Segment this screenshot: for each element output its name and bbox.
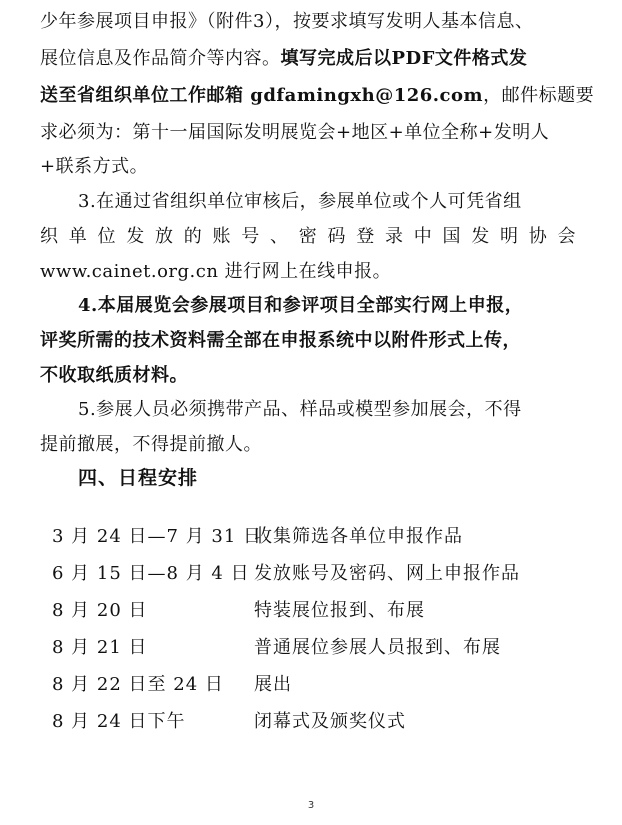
schedule-row (52, 598, 572, 624)
justified-char: 协 (528, 226, 548, 247)
schedule-row (52, 561, 572, 587)
justified-char: 、 (270, 226, 289, 247)
schedule-date: 8 月 20 日 (52, 600, 148, 621)
justified-char: 码 (327, 226, 346, 247)
justified-char: 发 (471, 226, 490, 247)
paragraph-line (78, 190, 576, 214)
schedule-row (52, 709, 572, 735)
paragraph-line (40, 47, 576, 71)
paragraph-line (40, 10, 576, 34)
paragraph-line (40, 84, 595, 108)
schedule-task: 展出 (254, 674, 292, 695)
paragraph-line (40, 121, 576, 145)
paragraph-line (40, 260, 576, 284)
schedule-task: 发放账号及密码、网上申报作品 (254, 563, 520, 584)
text-span: 展位信息及作品简介等内容。 (40, 48, 281, 69)
justified-char: 织 (40, 226, 59, 247)
justified-char: 会 (557, 226, 576, 247)
justified-char: 号 (241, 226, 260, 247)
schedule-task: 特装展位报到、布展 (254, 600, 425, 621)
schedule-date: 8 月 21 日 (52, 637, 148, 658)
page-number: 3 (307, 800, 315, 811)
justified-paragraph-line (40, 225, 576, 249)
bold-text-span: 送至省组织单位工作邮箱 gdfamingxh@126.com (40, 85, 484, 106)
text-span: 求必须为：第十一届国际发明展览会+地区+单位全称+发明人 (40, 122, 550, 143)
paragraph-line (78, 398, 576, 422)
bold-paragraph-line (78, 294, 576, 318)
bold-text-span: 4.本届展览会参展项目和参评项目全部实行网上申报， (78, 295, 524, 316)
justified-char: 录 (385, 226, 404, 247)
schedule-row (52, 524, 572, 550)
text-span: +联系方式。 (40, 156, 149, 177)
bold-paragraph-line (40, 329, 576, 353)
text-span: 提前撤展，不得提前撤人。 (40, 434, 262, 455)
justified-char: 单 (68, 226, 88, 247)
bold-text-span: 填写完成后以PDF文件格式发 (280, 48, 528, 69)
text-span: www.cainet.org.cn 进行网上在线申报。 (40, 261, 392, 282)
schedule-row (52, 635, 572, 661)
schedule-date: 3 月 24 日—7 月 31 日 (52, 526, 263, 547)
paragraph-line (40, 155, 576, 179)
justified-char: 密 (298, 226, 318, 247)
schedule-date: 8 月 22 日至 24 日 (52, 674, 224, 695)
justified-char: 放 (155, 226, 174, 247)
schedule-task: 闭幕式及颁奖仪式 (254, 711, 406, 732)
section-heading: 四、日程安排 (78, 467, 199, 489)
schedule-task: 收集筛选各单位申报作品 (254, 526, 463, 547)
bold-text-span: 不收取纸质材料。 (40, 365, 188, 386)
text-span: 5.参展人员必须携带产品、样品或模型参加展会，不得 (78, 399, 522, 420)
bold-paragraph-line (40, 364, 576, 388)
schedule-row (52, 672, 572, 698)
justified-char: 发 (126, 226, 145, 247)
justified-char: 登 (356, 226, 375, 247)
justified-char: 明 (500, 226, 519, 247)
schedule-date: 6 月 15 日—8 月 4 日 (52, 563, 250, 584)
bold-text-span: 评奖所需的技术资料需全部在申报系统中以附件形式上传， (40, 330, 521, 351)
schedule-date: 8 月 24 日下午 (52, 711, 186, 732)
justified-char: 账 (212, 226, 231, 247)
text-span: 少年参展项目申报》（附件3），按要求填写发明人基本信息、 (40, 11, 534, 32)
text-span: 3.在通过省组织单位审核后，参展单位或个人可凭省组 (78, 191, 522, 212)
paragraph-line (40, 433, 576, 457)
justified-char: 中 (413, 226, 433, 247)
justified-char: 国 (442, 226, 461, 247)
text-span: ，邮件标题要 (483, 85, 595, 106)
schedule-task: 普通展位参展人员报到、布展 (254, 637, 501, 658)
justified-char: 位 (97, 226, 116, 247)
justified-char: 的 (183, 226, 203, 247)
